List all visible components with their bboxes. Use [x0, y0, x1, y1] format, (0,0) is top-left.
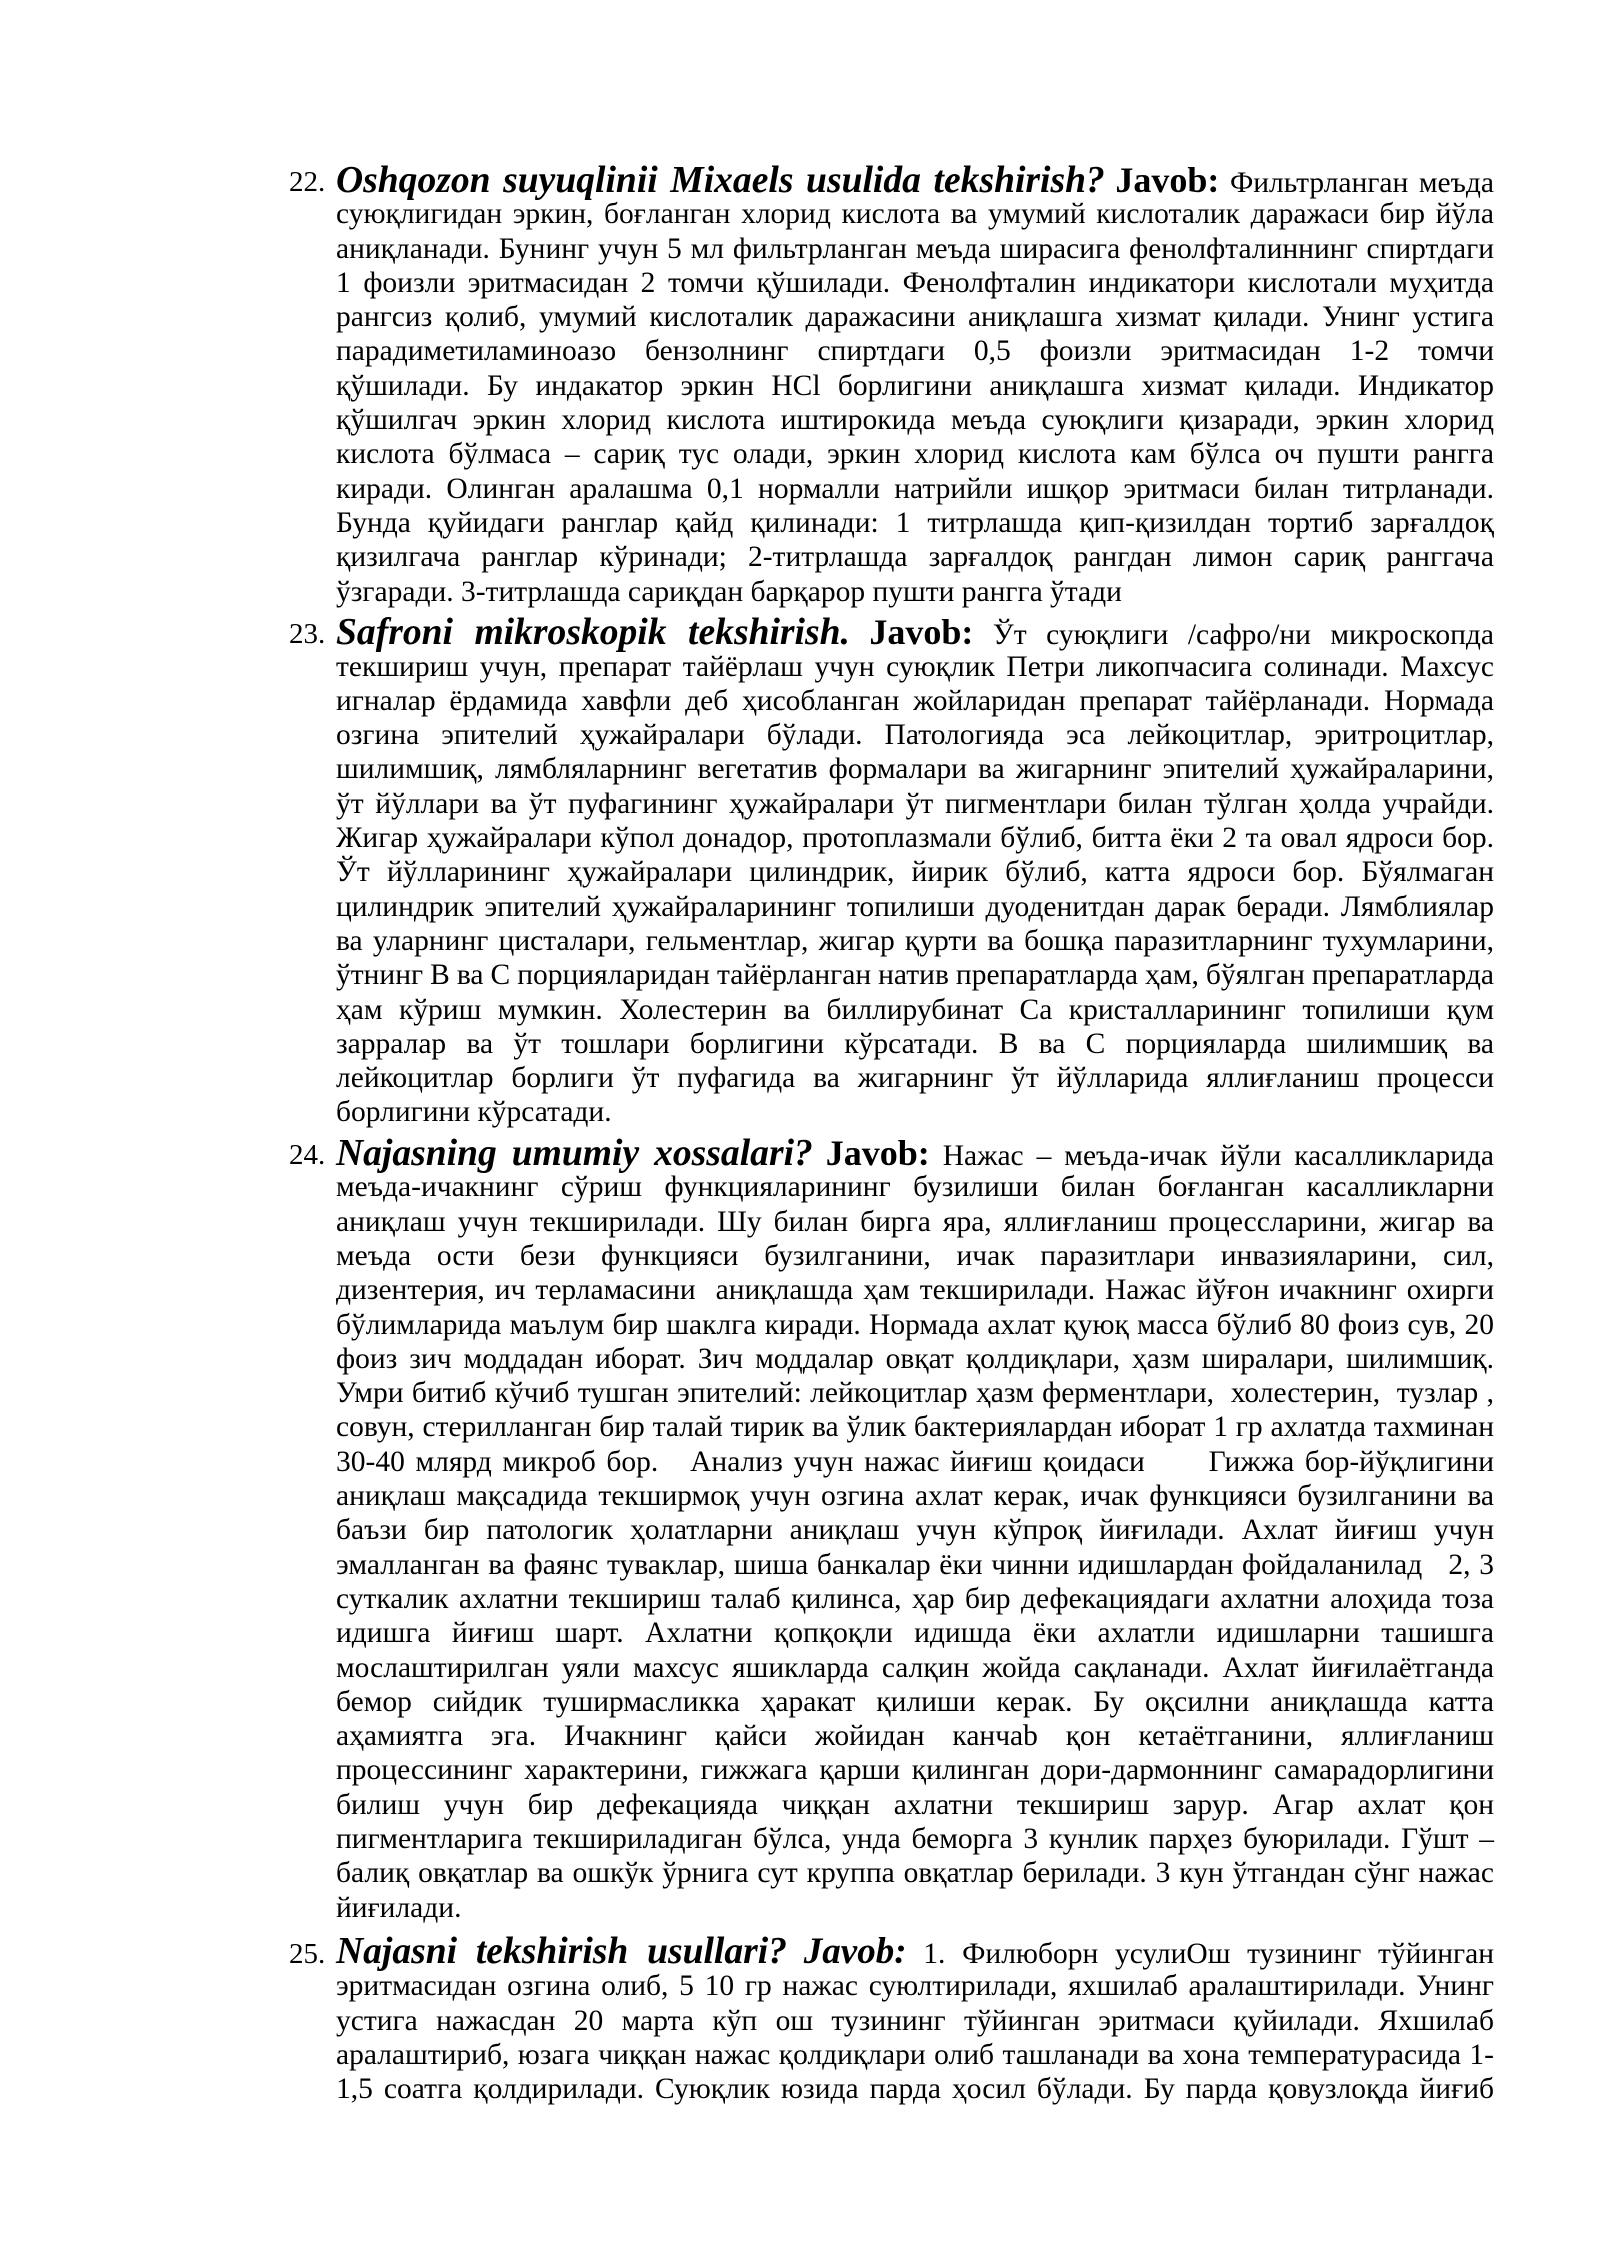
- answer-text-start: Фильтрланган меъда: [1229, 167, 1494, 199]
- answer-label: Javob:: [803, 1931, 907, 1973]
- text-line: 1 фоизли эритмасидан 2 томчи қўшилади. Фенолфталин индикатори кислотали муҳитда: [336, 266, 1494, 299]
- text-line: идишга йиғиш шарт. Ахлатни қопқоқли идишда ёки ахлатли идишларни ташишга: [336, 1617, 1494, 1650]
- text-line: озгина эпителий ҳужайралари бўлади. Патологияда эса лейкоцитлар, эритроцитлар,: [336, 719, 1494, 752]
- text-line: текшириш учун, препарат тайёрлаш учун суюқлик Петри ликопчасига солинади. Махсус: [336, 650, 1494, 683]
- list-item: [289, 612, 1495, 1129]
- first-line: [336, 160, 1494, 201]
- text-line: 1,5 соатга қолдирилади. Суюқлик юзида парда ҳосил бўлади. Бу парда қовузлоқда йиғиб: [336, 2073, 1494, 2106]
- text-line: шилимшиқ, лямбляларнинг вегетатив формалари ва жигарнинг эпителий ҳужайраларини,: [336, 753, 1494, 786]
- text-line: аниқланади. Бунинг учун 5 мл фильтрланган меъда ширасига фенолфталиннинг спиртдаги: [336, 232, 1494, 265]
- text-line: киради. Олинган аралашма 0,1 нормалли натрийли ишқор эритмаси билан титрланади.: [336, 472, 1494, 505]
- item-number: 25.: [289, 1938, 326, 1971]
- text-line: Ўт йўлларининг ҳужайралари цилиндрик, йирик бўлиб, катта ядроси бор. Бўялмаган: [336, 856, 1494, 889]
- text-line: лейкоцитлар борлиги ўт пуфагида ва жигарнинг ўт йўлларида яллиғланиш процесси: [336, 1062, 1494, 1095]
- text-line: меъда-ичакнинг сўриш функцияларининг бузилиши билан боғланган касалликларни: [336, 1171, 1494, 1204]
- text-line: ўтнинг В ва С порцияларидан тайёрланган натив препаратларда ҳам, бўялган препаратларда: [336, 959, 1494, 992]
- text-line: совун, стерилланган бир талай тирик ва ўлик бактериялардан иборат 1 гр ахлатда тахминан: [336, 1411, 1494, 1444]
- text-line: баъзи бир патологик ҳолатларни аниқлаш учун кўпроқ йиғилади. Ахлат йиғиш учун: [336, 1514, 1494, 1547]
- text-line: аниқлаш учун текширилади. Шу билан бирга яра, яллиғланиш процессларини, жигар ва: [336, 1205, 1494, 1238]
- question-heading: Najasni tekshirish usullari?: [336, 1931, 788, 1973]
- text-line: ўт йўллари ва ўт пуфагининг ҳужайралари ўт пигментлари билан тўлган ҳолда учрайди.: [336, 787, 1494, 820]
- text-line: меъда ости бези функцияси бузилганини, ичак паразитлари инвазияларини, сил,: [336, 1239, 1494, 1272]
- text-line: аниқлаш мақсадида текширмоқ учун озгина ахлат керак, ичак функцияси бузилганини ва: [336, 1480, 1494, 1513]
- question-heading: Safroni mikroskopik tekshirish.: [336, 612, 850, 654]
- answer-label: Javob:: [869, 612, 974, 653]
- text-line: эмалланган ва фаянс туваклар, шиша банкалар ёки чинни идишлардан фойдаланилад 2, 3: [336, 1548, 1494, 1581]
- text-line: йиғилади.: [336, 1891, 462, 1924]
- text-line: ҳам кўриш мумкин. Холестерин ва биллирубинат Са кристалларининг топилиши қум: [336, 993, 1494, 1026]
- text-line: процессининг характерини, гижжага қарши қилинган дори-дармоннинг самарадорлигини: [336, 1754, 1494, 1787]
- text-line: парадиметиламиноазо бензолнинг спиртдаги 0,5 фоизли эритмасидан 1-2 томчи: [336, 335, 1494, 368]
- text-line: мослаштирилган уяли махсус яшикларда салқин жойда сақланади. Ахлат йиғилаётганда: [336, 1651, 1494, 1684]
- text-line: аҳамиятга эга. Ичакнинг қайси жойидан канчаb қон кетаётганини, яллиғланиш: [336, 1720, 1494, 1753]
- text-line: зарралар ва ўт тошлари борлигини кўрсатади. В ва С порцияларда шилимшиқ ва: [336, 1027, 1494, 1060]
- text-line: бўлимларида маълум бир шаклга киради. Нормада ахлат қуюқ масса бўлиб 80 фоиз сув, 20: [336, 1308, 1494, 1341]
- list-item: [289, 1931, 1495, 2106]
- text-line: Умри битиб кўчиб тушган эпителий: лейкоцитлар ҳазм ферментлари, холестерин, тузлар ,: [336, 1377, 1494, 1410]
- text-line: суюқлигидан эркин, боғланган хлорид кислота ва умумий кислоталик даражаси бир йўла: [336, 198, 1494, 231]
- text-line: борлигини кўрсатади.: [336, 1096, 612, 1129]
- answer-text-start: 1. Филюборн усулиОш тузининг тўйинган: [923, 1938, 1495, 1971]
- text-line: кислота бўлмаса – сариқ тус олади, эркин хлорид кислота кам бўлса оч пушти рангга: [336, 438, 1494, 471]
- text-line: ўзгаради. 3-титрлашда сариқдан барқарор пушти рангга ўтади: [336, 575, 1122, 608]
- first-line: [336, 1931, 1495, 1973]
- text-line: цилиндрик эпителий ҳужайраларининг топилиши дуоденитдан дарак беради. Лямблиялар: [336, 890, 1494, 923]
- text-line: фоиз зич моддадан иборат. Зич моддалар овқат қолдиқлари, ҳазм ширалари, шилимшиқ.: [336, 1342, 1494, 1375]
- item-number: 24.: [289, 1139, 326, 1172]
- text-line: аралаштириб, юзага чиққан нажас қолдиқлари олиб ташланади ва хона температурасида 1-: [336, 2039, 1494, 2071]
- text-line: пигментларига текшириладиган бўлса, унда беморга 3 кунлик парҳез буюрилади. Гўшт –: [336, 1823, 1494, 1856]
- answer-label: Javob:: [825, 1133, 930, 1174]
- text-line: Жигар ҳужайралари кўпол донадор, протоплазмали бўлиб, битта ёки 2 та овал ядроси бор.: [336, 822, 1494, 855]
- item-number: 22.: [289, 166, 326, 198]
- text-line: устига нажасдан 20 марта кўп ош тузининг тўйинган эритмаси қуйилади. Яхшилаб: [336, 2004, 1494, 2037]
- text-line: бемор сийдик туширмасликка ҳаракат қилиши керак. Бу оқсилни аниқлашда катта: [336, 1685, 1494, 1718]
- numbered-list: [289, 160, 1495, 2107]
- text-line: 30-40 млярд микроб бор. Анализ учун нажас йиғиш қоидаси Гижжа бор-йўқлигини: [336, 1445, 1494, 1478]
- list-item: [289, 1133, 1494, 1925]
- text-line: қизилгача ранглар кўринади; 2-титрлашда зарғалдоқ рангдан лимон сариқ ранггача: [336, 541, 1494, 574]
- text-line: игналар ёрдамида хавфли деб ҳисобланган жойларидан препарат тайёрланади. Нормада: [336, 684, 1494, 717]
- text-line: балиқ овқатлар ва ошкўк ўрнига сут круппа овқатлар берилади. 3 кун ўтгандан сўнг нажас: [336, 1857, 1494, 1890]
- text-line: билиш учун бир дефекацияда чиққан ахлатни текшириш зарур. Агар ахлат қон: [336, 1788, 1494, 1821]
- first-line: [336, 1133, 1494, 1175]
- text-line: эритмасидан озгина олиб, 5 10 гр нажас суюлтирилади, яхшилаб аралаштирилади. Унинг: [336, 1970, 1494, 2003]
- answer-text-start: Нажас – меъда-ичак йўли касалликларида: [942, 1140, 1494, 1173]
- answer-text-start: Ўт суюқлиги /сафро/ни микроскопда: [992, 619, 1495, 652]
- text-line: рангсиз қолиб, умумий кислоталик даражасини аниқлашга хизмат қилади. Унинг устига: [336, 301, 1494, 334]
- text-line: суткалик ахлатни текшириш талаб қилинса, ҳар бир дефекациядаги ахлатни алоҳида тоза: [336, 1582, 1494, 1615]
- text-line: қўшилгач эркин хлорид кислота иштирокида меъда суюқлиги қизаради, эркин хлорид: [336, 404, 1494, 437]
- question-heading: Najasning umumiy xossalari?: [336, 1133, 813, 1175]
- question-heading: Oshqozon suyuqlinii Mixaels usulida tekshirish?: [336, 160, 1105, 201]
- text-line: дизентерия, ич терламасини аниқлашда ҳам текширилади. Нажас йўғон ичакнинг охирги: [336, 1274, 1494, 1307]
- text-line: қўшилади. Бу индакатор эркин HCl борлигини аниқлашга хизмат қилади. Индикатор: [336, 369, 1494, 402]
- item-number: 23.: [289, 618, 326, 651]
- text-line: ва уларнинг цисталари, гельментлар, жигар қурти ва бошқа паразитларнинг тухумларини,: [336, 924, 1494, 957]
- first-line: [336, 612, 1495, 654]
- answer-label: Javob:: [1115, 160, 1220, 200]
- list-item: [289, 160, 1494, 609]
- text-line: Бунда қуйидаги ранглар қайд қилинади: 1 титрлашда қип-қизилдан тортиб зарғалдоқ: [336, 506, 1494, 539]
